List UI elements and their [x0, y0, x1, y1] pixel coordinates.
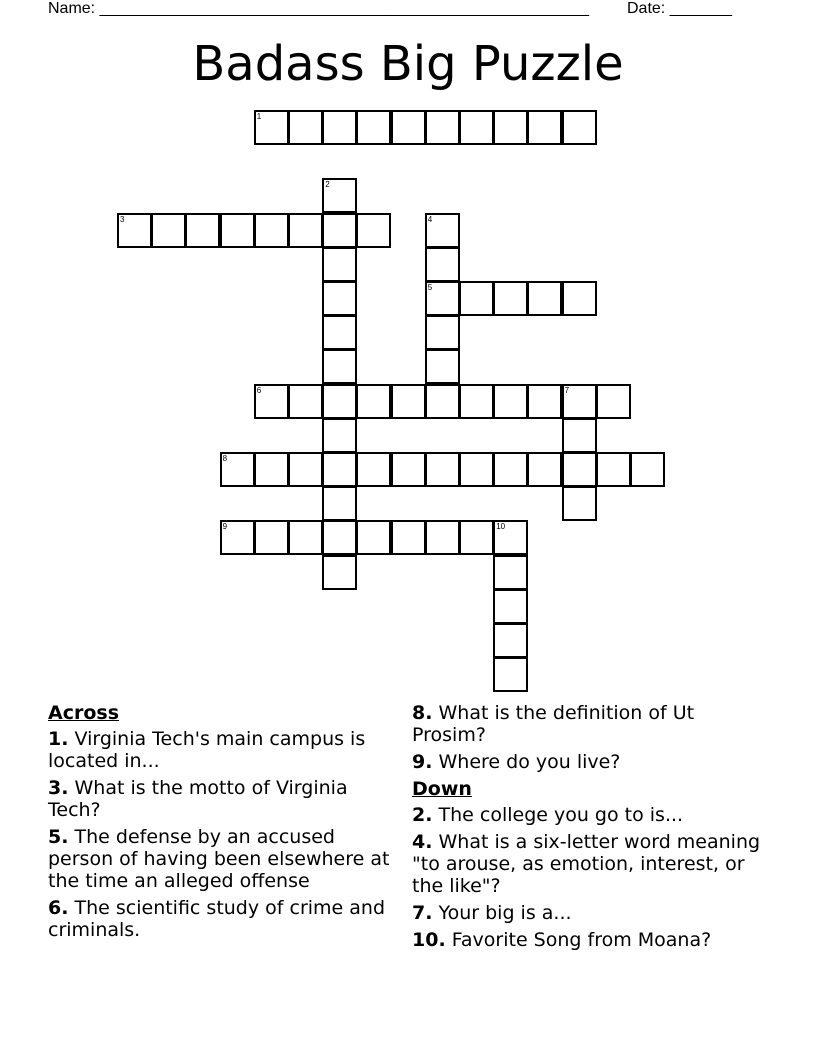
grid-cell[interactable] [117, 213, 152, 248]
clue-number: 1. [48, 728, 69, 750]
grid-cell[interactable] [391, 384, 426, 419]
grid-cell[interactable] [562, 110, 597, 145]
grid-cell[interactable] [630, 452, 665, 487]
grid-cell[interactable] [322, 384, 357, 419]
clue-down-7 [412, 902, 762, 924]
grid-cell[interactable] [322, 520, 357, 555]
clue-number: 8. [412, 702, 433, 724]
grid-cell[interactable] [425, 213, 460, 248]
grid-cell[interactable] [322, 418, 357, 453]
grid-cell[interactable] [254, 384, 289, 419]
grid-cell[interactable] [151, 213, 186, 248]
grid-cell[interactable] [425, 247, 460, 282]
grid-cell[interactable] [322, 247, 357, 282]
grid-cell[interactable] [459, 520, 494, 555]
grid-cell[interactable] [562, 418, 597, 453]
grid-cell[interactable] [254, 213, 289, 248]
clue-text: What is a six-letter word meaning "to arouse, as emotion, interest, or the like"? [412, 831, 761, 897]
grid-cell[interactable] [425, 281, 460, 316]
grid-cell[interactable] [493, 657, 528, 692]
clue-text: Virginia Tech's main campus is located in... [48, 728, 366, 772]
down-heading: Down [412, 778, 472, 800]
grid-cell[interactable] [425, 520, 460, 555]
grid-cell[interactable] [288, 110, 323, 145]
clue-across-6 [48, 897, 398, 941]
grid-cell[interactable] [493, 555, 528, 590]
grid-cell[interactable] [425, 110, 460, 145]
clue-down-10 [412, 929, 762, 951]
date-field[interactable]: Date: _______ [627, 0, 732, 17]
grid-cell[interactable] [356, 110, 391, 145]
clue-text: Where do you live? [438, 751, 621, 773]
grid-cell[interactable] [322, 213, 357, 248]
grid-cell[interactable] [493, 384, 528, 419]
grid-cell[interactable] [562, 486, 597, 521]
cell-number: 9 [222, 522, 228, 532]
grid-cell[interactable] [459, 452, 494, 487]
grid-cell[interactable] [322, 110, 357, 145]
clues-column-right [412, 702, 762, 956]
grid-cell[interactable] [493, 281, 528, 316]
grid-cell[interactable] [220, 452, 255, 487]
cell-number: 4 [427, 214, 433, 224]
grid-cell[interactable] [288, 384, 323, 419]
clue-number: 10. [412, 929, 446, 951]
clue-number: 4. [412, 831, 433, 853]
grid-cell[interactable] [322, 486, 357, 521]
grid-cell[interactable] [322, 555, 357, 590]
grid-cell[interactable] [596, 384, 631, 419]
grid-cell[interactable] [493, 623, 528, 658]
grid-cell[interactable] [391, 520, 426, 555]
clue-across-3 [48, 777, 398, 821]
grid-cell[interactable] [254, 110, 289, 145]
grid-cell[interactable] [356, 452, 391, 487]
clue-across-1 [48, 728, 398, 772]
grid-cell[interactable] [356, 384, 391, 419]
grid-cell[interactable] [425, 452, 460, 487]
grid-cell[interactable] [254, 452, 289, 487]
grid-cell[interactable] [527, 110, 562, 145]
cell-number: 8 [222, 454, 228, 463]
clue-number: 7. [412, 902, 433, 924]
clue-number: 2. [412, 804, 433, 826]
grid-cell[interactable] [288, 452, 323, 487]
grid-cell[interactable] [288, 520, 323, 555]
grid-cell[interactable] [220, 520, 255, 555]
grid-cell[interactable] [459, 384, 494, 419]
clue-text: The defense by an accused person of having been elsewhere at the time an alleged offense [48, 826, 390, 892]
grid-cell[interactable] [527, 452, 562, 487]
grid-cell[interactable] [391, 110, 426, 145]
grid-cell[interactable] [459, 281, 494, 316]
cell-number: 2 [325, 180, 330, 190]
clue-number: 3. [48, 777, 69, 799]
grid-cell[interactable] [220, 213, 255, 248]
clue-across-9 [412, 751, 762, 773]
grid-cell[interactable] [493, 110, 528, 145]
grid-cell[interactable] [322, 315, 357, 350]
clues-column-left [48, 702, 398, 946]
clue-text: The scientific study of crime and criminals. [48, 897, 386, 941]
grid-cell[interactable] [493, 520, 528, 555]
grid-cell[interactable] [288, 213, 323, 248]
grid-cell[interactable] [493, 589, 528, 624]
grid-cell[interactable] [356, 213, 391, 248]
cell-number: 1 [256, 112, 262, 121]
grid-cell[interactable] [425, 349, 460, 384]
grid-cell[interactable] [185, 213, 220, 248]
cell-number: 7 [564, 385, 570, 395]
clue-text: The college you go to is... [438, 804, 684, 826]
cell-number: 10 [496, 522, 506, 532]
clue-text: What is the motto of Virginia Tech? [48, 777, 348, 821]
grid-cell[interactable] [562, 452, 597, 487]
grid-cell[interactable] [562, 281, 597, 316]
clue-number: 9. [412, 751, 433, 773]
clue-number: 6. [48, 897, 69, 919]
grid-cell[interactable] [322, 281, 357, 316]
grid-cell[interactable] [322, 452, 357, 487]
grid-cell[interactable] [425, 315, 460, 350]
clue-across-5 [48, 826, 398, 892]
grid-cell[interactable] [322, 178, 357, 213]
grid-cell[interactable] [356, 520, 391, 555]
grid-cell[interactable] [254, 520, 289, 555]
clue-number: 5. [48, 826, 69, 848]
name-field[interactable]: Name: _______________________________________________________ [48, 0, 589, 17]
grid-cell[interactable] [459, 110, 494, 145]
clue-down-2 [412, 804, 762, 826]
clue-down-4 [412, 831, 762, 897]
grid-cell[interactable] [391, 452, 426, 487]
grid-cell[interactable] [493, 452, 528, 487]
grid-cell[interactable] [322, 349, 357, 384]
clue-text: Favorite Song from Moana? [451, 929, 712, 951]
across-heading: Across [48, 702, 120, 724]
cell-number: 3 [120, 214, 125, 224]
puzzle-title: Badass Big Puzzle [192, 36, 624, 92]
grid-cell[interactable] [562, 384, 597, 419]
clue-across-8 [412, 702, 762, 746]
cell-number: 6 [256, 385, 262, 395]
clue-text: What is the definition of Ut Prosim? [412, 702, 695, 746]
grid-cell[interactable] [527, 281, 562, 316]
grid-cell[interactable] [527, 384, 562, 419]
grid-cell[interactable] [596, 452, 631, 487]
grid-cell[interactable] [425, 384, 460, 419]
cell-number: 5 [427, 283, 433, 292]
clue-text: Your big is a... [438, 902, 572, 924]
